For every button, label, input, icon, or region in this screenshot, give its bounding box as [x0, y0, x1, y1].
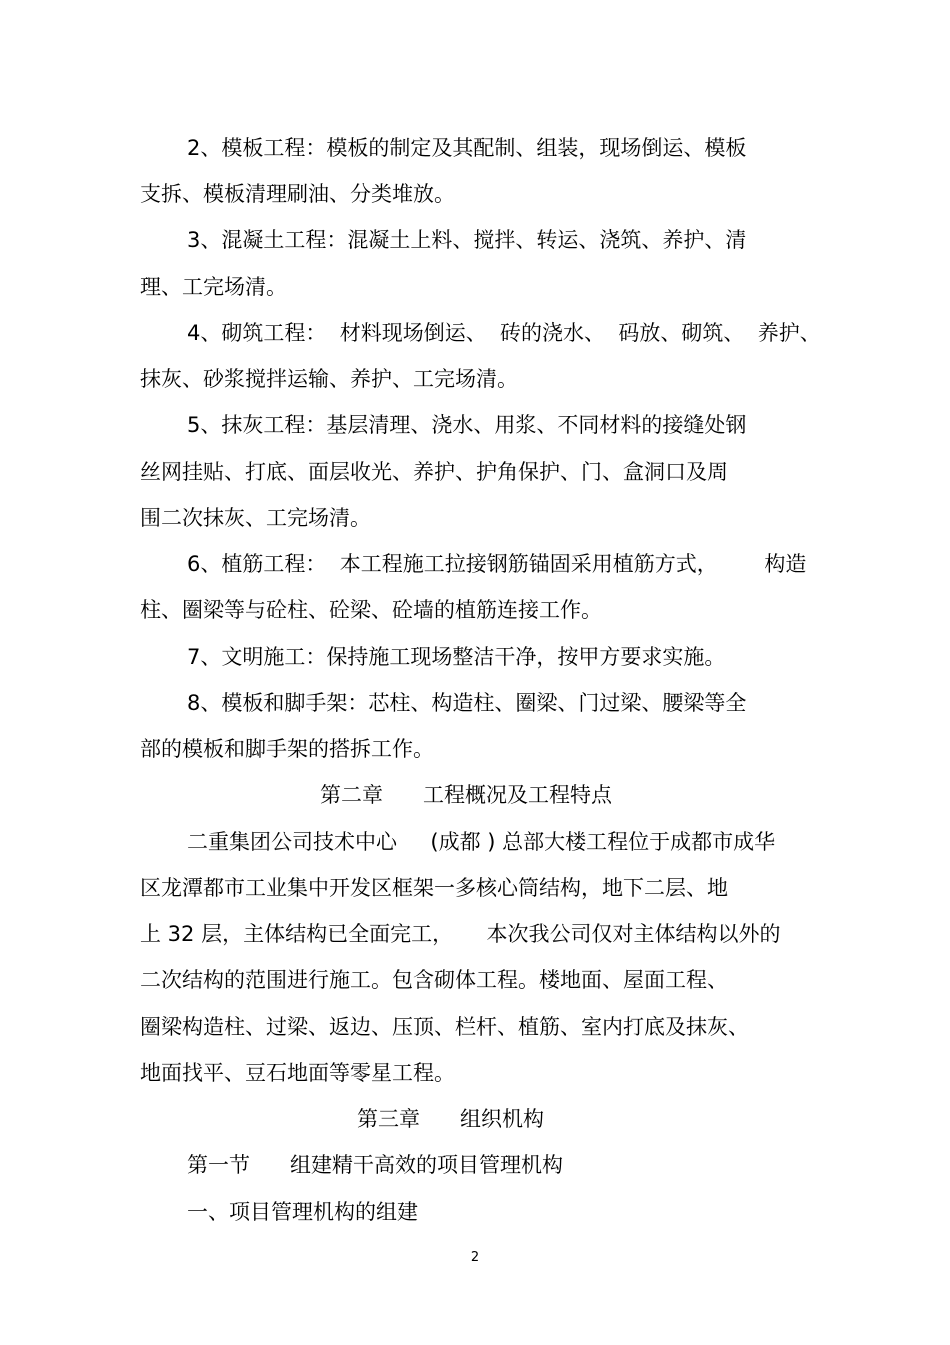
page-number: 2 [470, 1250, 480, 1265]
text-line: 圈梁构造柱、过梁、返边、压顶、栏杆、植筋、室内打底及抹灰、 [140, 1015, 749, 1039]
text-line: 支拆、模板清理刷油、分类堆放。 [140, 182, 455, 206]
text-line: 8、模板和脚手架：芯柱、构造柱、圈梁、门过梁、腰梁等全 [187, 691, 747, 715]
text-line: 3、混凝土工程：混凝土上料、搅拌、转运、浇筑、养护、清 [187, 228, 747, 252]
text-line: 围二次抹灰、工完场清。 [140, 506, 371, 530]
text-line: 柱、圈梁等与砼柱、砼梁、砼墙的植筋连接工作。 [140, 598, 602, 622]
text-line: 7、文明施工：保持施工现场整洁干净，按甲方要求实施。 [187, 645, 726, 669]
text-line: 4、砌筑工程： 材料现场倒运、 砖的浇水、 码放、砌筑、 养护、 [187, 321, 821, 345]
text-line: 二次结构的范围进行施工。包含砌体工程。楼地面、屋面工程、 [140, 968, 728, 992]
section-heading: 第一节 组建精干高效的项目管理机构 [187, 1153, 564, 1177]
text-line: 二重集团公司技术中心 (成都 ) 总部大楼工程位于成都市成华 [187, 830, 776, 854]
text-line: 丝网挂贴、打底、面层收光、养护、护角保护、门、盒洞口及周 [140, 460, 728, 484]
text-line: 部的模板和脚手架的搭拆工作。 [140, 737, 434, 761]
text-line: 区龙潭都市工业集中开发区框架一多核心筒结构，地下二层、地 [140, 876, 728, 900]
chapter-heading: 第三章 组织机构 [357, 1107, 545, 1131]
chapter-heading: 第二章 工程概况及工程特点 [320, 783, 613, 807]
text-line: 地面找平、豆石地面等零星工程。 [140, 1061, 455, 1085]
text-line: 上 32 层，主体结构已全面完工， 本次我公司仅对主体结构以外的 [140, 922, 781, 946]
text-line: 6、植筋工程： 本工程施工拉接钢筋锚固采用植筋方式， 构造 [187, 552, 807, 576]
text-line: 抹灰、砂浆搅拌运输、养护、工完场清。 [140, 367, 518, 391]
text-line: 5、抹灰工程：基层清理、浇水、用浆、不同材料的接缝处钢 [187, 413, 747, 437]
text-line: 2、模板工程：模板的制定及其配制、组装，现场倒运、模板 [187, 136, 747, 160]
text-line: 理、工完场清。 [140, 275, 287, 299]
subsection-heading: 一、项目管理机构的组建 [187, 1200, 418, 1224]
